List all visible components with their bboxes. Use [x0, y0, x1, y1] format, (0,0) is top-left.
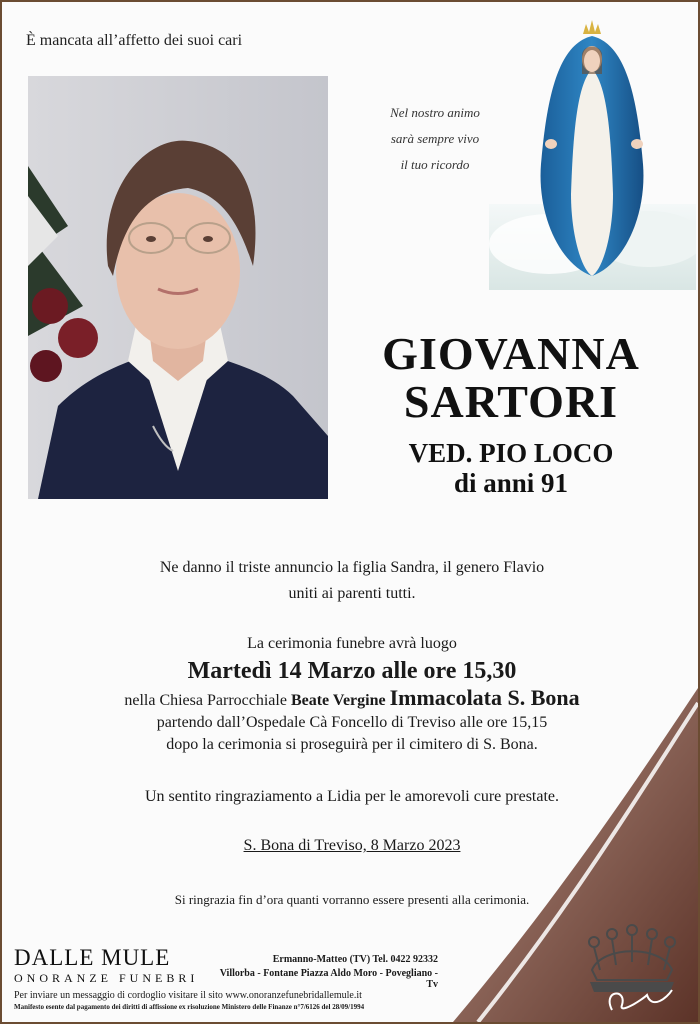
memorial-verse	[380, 100, 490, 178]
legal-notice: Manifesto esente dal pagamento dei diritti di affissione ex risoluzione Ministero delle Finanze n°7/6126 del 28/09/1994	[14, 1003, 365, 1011]
place-date	[2, 837, 700, 855]
announcement-line: Ne danno il triste annuncio la figlia Sandra, il genero Flavio	[159, 559, 545, 576]
ceremony-intro: La cerimonia funebre avrà luogo	[247, 635, 457, 652]
church-name-bold: Beate Vergine	[290, 692, 386, 709]
verse-line: il tuo ricordo	[400, 157, 470, 172]
thanks-text: Un sentito ringraziamento a Lidia per le amorevoli cure prestate.	[144, 788, 560, 805]
ceremony-datetime: Martedì 14 Marzo alle ore 15,30	[187, 658, 517, 684]
verse-line: Nel nostro animo	[390, 105, 480, 120]
funeral-home-contact: Ermanno-Matteo (TV) Tel. 0422 92332	[272, 954, 438, 965]
funeral-home-address: Villorba - Fontane Piazza Aldo Moro - Povegliano - Tv	[219, 968, 438, 990]
last-name: SARTORI	[403, 376, 619, 427]
first-name: GIOVANNA	[382, 328, 640, 379]
ceremony-info	[2, 633, 700, 756]
place-date-text: S. Bona di Treviso, 8 Marzo 2023	[243, 837, 461, 854]
ceremony-church	[2, 687, 700, 712]
deceased-details	[342, 438, 680, 498]
thanks-attendance: Si ringrazia fin d’ora quanti vorranno essere presenti alla cerimonia.	[174, 892, 530, 907]
ceremony-after: dopo la cerimonia si proseguirà per il cimitero di S. Bona.	[166, 736, 538, 753]
verse-line: sarà sempre vivo	[390, 131, 480, 146]
ceremony-departure: partendo dall’Ospedale Cà Foncello di Treviso alle ore 15,15	[156, 714, 548, 731]
announcement-line: uniti ai parenti tutti.	[288, 585, 416, 602]
intro-text: È mancata all’affetto dei suoi cari	[26, 32, 243, 49]
funeral-home-subtitle: ONORANZE FUNEBRI	[14, 971, 199, 985]
church-name-large: Immacolata S. Bona	[389, 685, 580, 710]
funeral-home-name: DALLE MULE	[14, 945, 171, 970]
crown-logo-icon	[572, 920, 692, 1016]
announcement	[2, 555, 700, 607]
footer	[14, 946, 574, 1012]
portrait-photo	[28, 76, 328, 499]
deceased-name	[342, 330, 680, 426]
age: di anni 91	[453, 468, 569, 498]
widow-of: VED. PIO LOCO	[408, 438, 614, 468]
condolence-message: Per inviare un messaggio di cordoglio visitare il sito www.onoranzefunebridallemule.it	[14, 990, 362, 1001]
church-prefix: nella Chiesa Parrocchiale	[124, 692, 287, 709]
madonna-image	[489, 14, 696, 290]
